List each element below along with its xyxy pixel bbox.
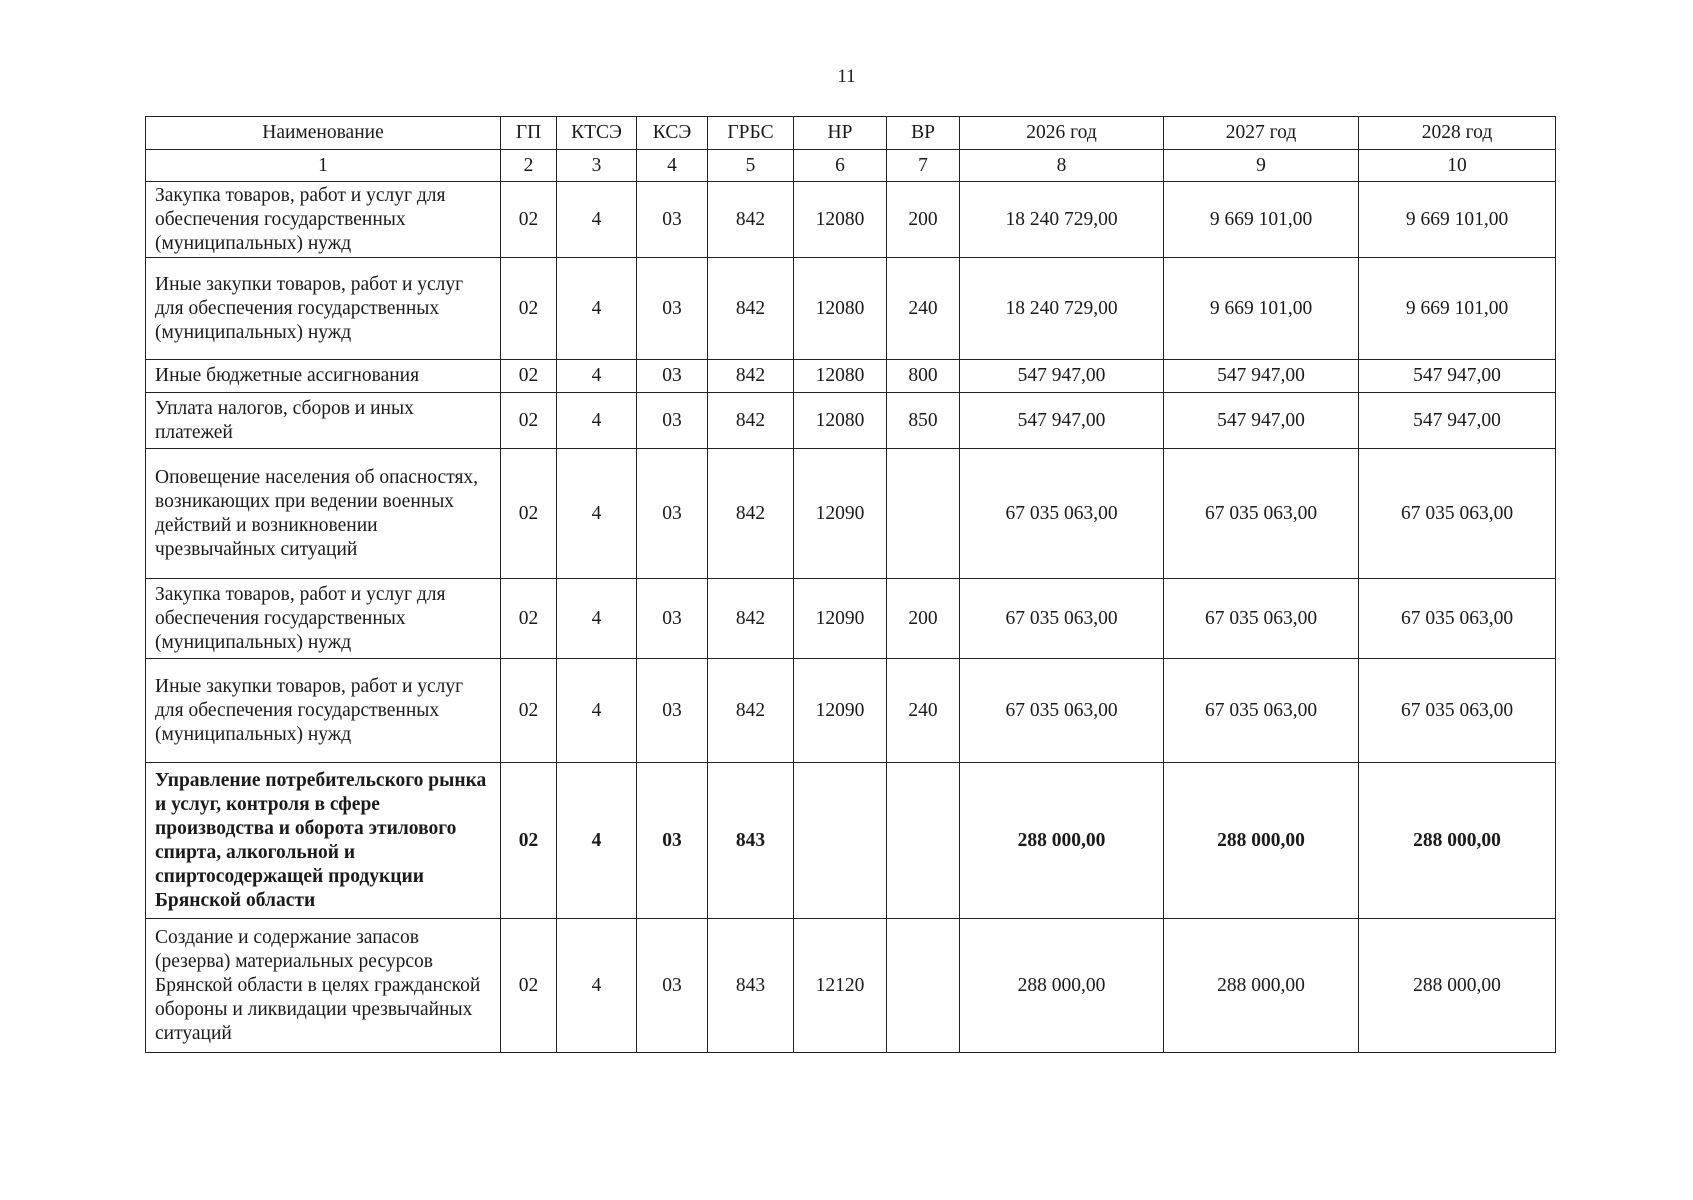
cell-kse: 03	[637, 659, 708, 763]
cell-2028: 67 035 063,00	[1359, 579, 1556, 659]
column-header-2028: 2028 год	[1359, 117, 1556, 150]
cell-gp: 02	[501, 393, 557, 449]
cell-gp: 02	[501, 360, 557, 393]
cell-2026: 18 240 729,00	[960, 258, 1164, 360]
cell-nr: 12080	[794, 393, 887, 449]
cell-nr: 12090	[794, 659, 887, 763]
cell-2027: 547 947,00	[1164, 393, 1359, 449]
table-row	[146, 393, 1556, 449]
column-number-row	[146, 150, 1556, 182]
cell-gp: 02	[501, 182, 557, 258]
cell-nr: 12090	[794, 579, 887, 659]
column-number: 4	[637, 150, 708, 182]
cell-name: Уплата налогов, сборов и иных платежей	[146, 393, 501, 449]
cell-gp: 02	[501, 763, 557, 919]
cell-name: Управление потребительского рынка и услуг, контроля в сфере производства и оборота этилового спирта, алкогольной и спиртосодержащей продукции Брянской области	[146, 763, 501, 919]
cell-2027: 67 035 063,00	[1164, 449, 1359, 579]
header-row	[146, 117, 1556, 150]
cell-grbs: 842	[708, 258, 794, 360]
column-number: 3	[557, 150, 637, 182]
cell-2028: 288 000,00	[1359, 919, 1556, 1053]
cell-name: Закупка товаров, работ и услуг для обеспечения государственных (муниципальных) нужд	[146, 182, 501, 258]
column-header-2026: 2026 год	[960, 117, 1164, 150]
cell-2026: 67 035 063,00	[960, 659, 1164, 763]
cell-2027: 9 669 101,00	[1164, 258, 1359, 360]
cell-gp: 02	[501, 659, 557, 763]
column-number: 6	[794, 150, 887, 182]
cell-2028: 288 000,00	[1359, 763, 1556, 919]
cell-kse: 03	[637, 919, 708, 1053]
cell-ktse: 4	[557, 579, 637, 659]
cell-nr: 12080	[794, 182, 887, 258]
cell-vr: 800	[887, 360, 960, 393]
cell-ktse: 4	[557, 919, 637, 1053]
cell-2028: 9 669 101,00	[1359, 258, 1556, 360]
table-row-bold	[146, 763, 1556, 919]
cell-ktse: 4	[557, 360, 637, 393]
cell-2027: 9 669 101,00	[1164, 182, 1359, 258]
cell-grbs: 843	[708, 763, 794, 919]
column-header-gp: ГП	[501, 117, 557, 150]
column-header-kse: КСЭ	[637, 117, 708, 150]
cell-kse: 03	[637, 360, 708, 393]
cell-kse: 03	[637, 258, 708, 360]
cell-grbs: 842	[708, 659, 794, 763]
cell-name: Иные бюджетные ассигнования	[146, 360, 501, 393]
cell-grbs: 842	[708, 182, 794, 258]
table-row	[146, 659, 1556, 763]
cell-vr: 240	[887, 258, 960, 360]
column-number: 7	[887, 150, 960, 182]
cell-nr	[794, 763, 887, 919]
column-number: 2	[501, 150, 557, 182]
cell-2027: 288 000,00	[1164, 763, 1359, 919]
cell-2027: 288 000,00	[1164, 919, 1359, 1053]
cell-nr: 12080	[794, 258, 887, 360]
cell-name: Оповещение населения об опасностях, возникающих при ведении военных действий и возникновении чрезвычайных ситуаций	[146, 449, 501, 579]
cell-name: Иные закупки товаров, работ и услуг для обеспечения государственных (муниципальных) нужд	[146, 659, 501, 763]
cell-2027: 67 035 063,00	[1164, 659, 1359, 763]
cell-ktse: 4	[557, 763, 637, 919]
cell-ktse: 4	[557, 393, 637, 449]
table-row	[146, 449, 1556, 579]
column-header-ktse: КТСЭ	[557, 117, 637, 150]
cell-kse: 03	[637, 182, 708, 258]
cell-ktse: 4	[557, 449, 637, 579]
cell-vr: 850	[887, 393, 960, 449]
cell-grbs: 842	[708, 449, 794, 579]
cell-2026: 18 240 729,00	[960, 182, 1164, 258]
table-row	[146, 919, 1556, 1053]
cell-name: Иные закупки товаров, работ и услуг для обеспечения государственных (муниципальных) нужд	[146, 258, 501, 360]
column-number: 1	[146, 150, 501, 182]
cell-nr: 12090	[794, 449, 887, 579]
cell-2028: 547 947,00	[1359, 360, 1556, 393]
cell-vr: 200	[887, 579, 960, 659]
table-row	[146, 579, 1556, 659]
cell-ktse: 4	[557, 258, 637, 360]
cell-2026: 547 947,00	[960, 360, 1164, 393]
cell-vr	[887, 763, 960, 919]
cell-2026: 67 035 063,00	[960, 449, 1164, 579]
column-number: 5	[708, 150, 794, 182]
cell-kse: 03	[637, 579, 708, 659]
cell-2026: 67 035 063,00	[960, 579, 1164, 659]
column-header-vr: ВР	[887, 117, 960, 150]
cell-2028: 547 947,00	[1359, 393, 1556, 449]
table-row	[146, 258, 1556, 360]
cell-2028: 9 669 101,00	[1359, 182, 1556, 258]
cell-vr: 240	[887, 659, 960, 763]
cell-grbs: 842	[708, 579, 794, 659]
cell-name: Создание и содержание запасов (резерва) материальных ресурсов Брянской области в целях гражданской обороны и ликвидации чрезвычайных ситуаций	[146, 919, 501, 1053]
cell-vr	[887, 449, 960, 579]
cell-ktse: 4	[557, 659, 637, 763]
cell-gp: 02	[501, 449, 557, 579]
cell-kse: 03	[637, 449, 708, 579]
column-number: 8	[960, 150, 1164, 182]
cell-2028: 67 035 063,00	[1359, 659, 1556, 763]
column-header-2027: 2027 год	[1164, 117, 1359, 150]
cell-gp: 02	[501, 919, 557, 1053]
cell-nr: 12080	[794, 360, 887, 393]
cell-2027: 67 035 063,00	[1164, 579, 1359, 659]
column-header-nr: НР	[794, 117, 887, 150]
table-row	[146, 182, 1556, 258]
cell-ktse: 4	[557, 182, 637, 258]
cell-grbs: 842	[708, 393, 794, 449]
page-number: 11	[837, 66, 856, 87]
cell-2026: 288 000,00	[960, 763, 1164, 919]
budget-table	[145, 116, 1556, 1053]
table-row	[146, 360, 1556, 393]
cell-kse: 03	[637, 393, 708, 449]
cell-kse: 03	[637, 763, 708, 919]
column-header-grbs: ГРБС	[708, 117, 794, 150]
cell-2027: 547 947,00	[1164, 360, 1359, 393]
cell-gp: 02	[501, 579, 557, 659]
cell-vr	[887, 919, 960, 1053]
cell-2026: 288 000,00	[960, 919, 1164, 1053]
cell-grbs: 843	[708, 919, 794, 1053]
column-number: 9	[1164, 150, 1359, 182]
cell-2026: 547 947,00	[960, 393, 1164, 449]
column-header-name: Наименование	[146, 117, 501, 150]
column-number: 10	[1359, 150, 1556, 182]
cell-nr: 12120	[794, 919, 887, 1053]
cell-vr: 200	[887, 182, 960, 258]
cell-gp: 02	[501, 258, 557, 360]
cell-name: Закупка товаров, работ и услуг для обеспечения государственных (муниципальных) нужд	[146, 579, 501, 659]
cell-2028: 67 035 063,00	[1359, 449, 1556, 579]
cell-grbs: 842	[708, 360, 794, 393]
